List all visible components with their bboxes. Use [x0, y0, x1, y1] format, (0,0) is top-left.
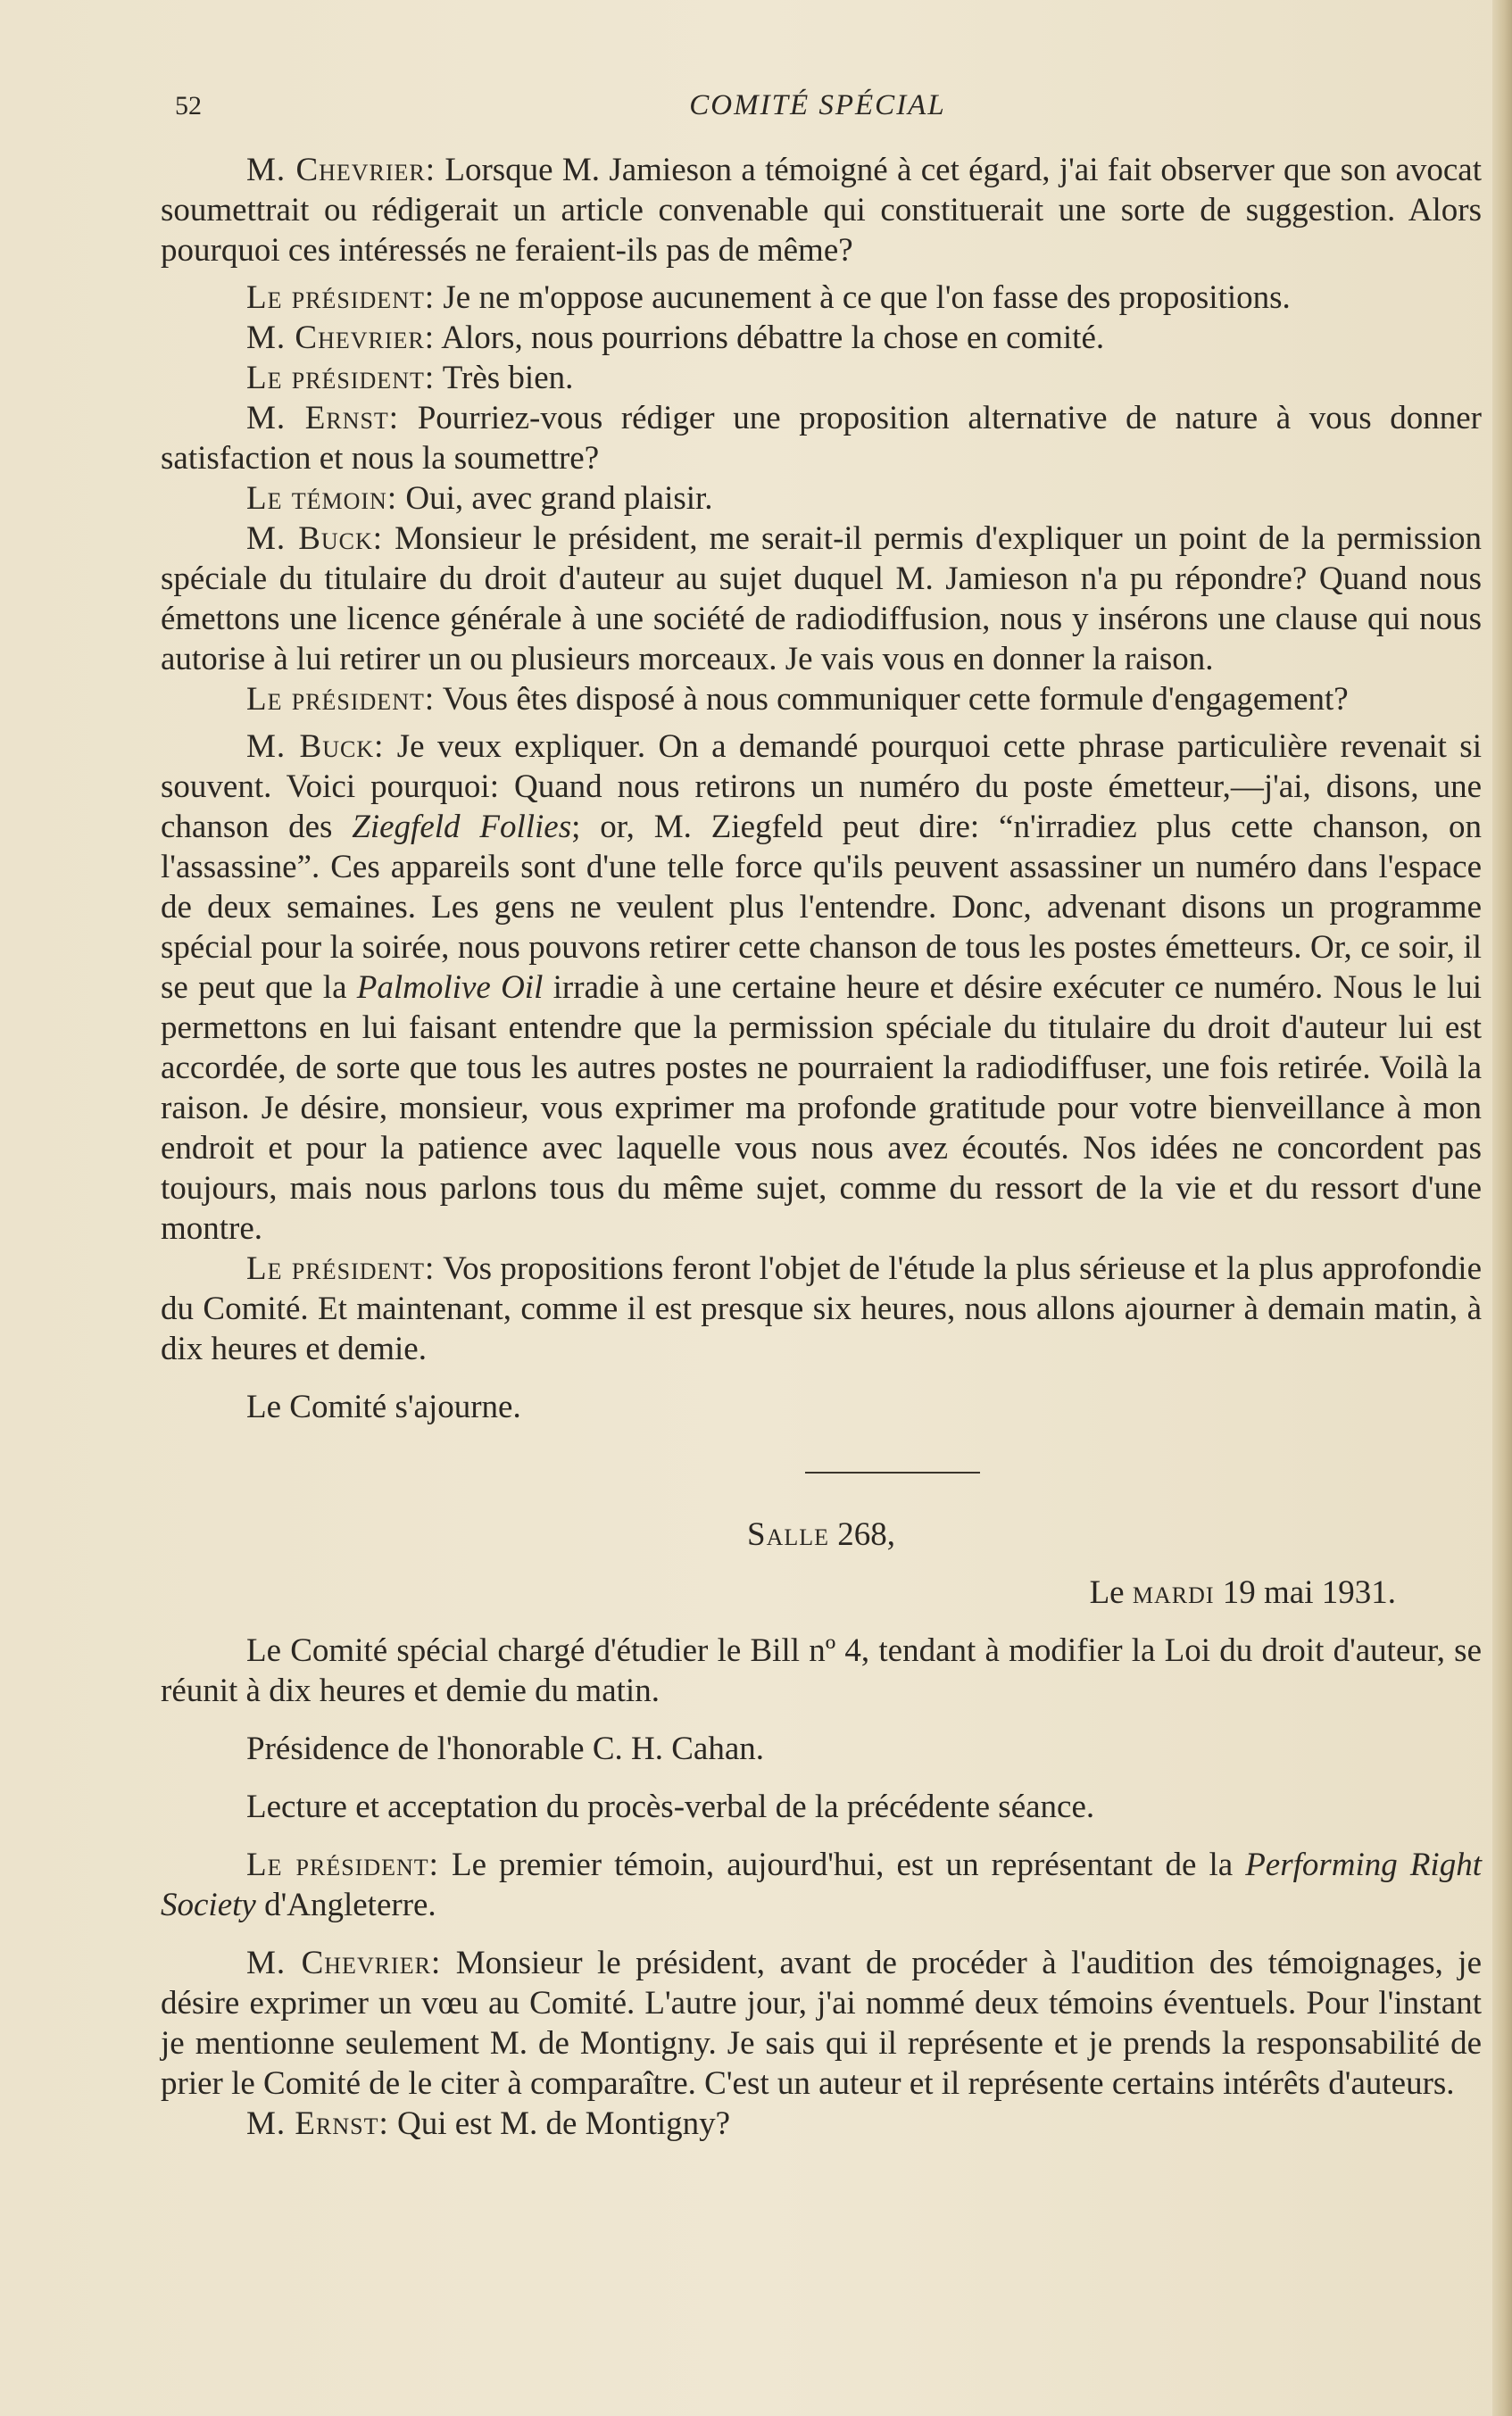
- speech: Vous êtes disposé à nous communiquer cette formule d'engagement?: [435, 681, 1349, 718]
- speech: Qui est M. de Montigny?: [388, 2105, 731, 2142]
- speech: Alors, nous pourrions débattre la chose en comité.: [435, 320, 1105, 356]
- page-edge: [1492, 0, 1512, 2416]
- paragraph: [161, 2104, 1482, 2144]
- page-header: [175, 86, 1460, 130]
- speaker: Le témoin:: [246, 480, 398, 517]
- speech: Je veux expliquer. On a demandé pourquoi cette phrase particulière revenait si souvent. Voici pourquoi: Quand nous retirons un numéro du poste émetteur,—j'ai, disons, une chanson des: [161, 728, 1482, 845]
- speech: d'Angleterre.: [255, 1887, 436, 1923]
- italic-title: Ziegfeld Follies: [352, 809, 572, 845]
- paragraph: [161, 726, 1482, 1249]
- page-number: 52: [175, 91, 202, 120]
- italic-title: Palmolive Oil: [356, 969, 544, 1006]
- speaker: Le président:: [246, 1250, 436, 1287]
- session-date: Le mardi 19 mai 1931.: [1089, 1574, 1396, 1611]
- speaker: M. Buck:: [246, 728, 385, 765]
- paragraph: [161, 278, 1482, 318]
- running-title: COMITÉ SPÉCIAL: [689, 89, 946, 121]
- speech: irradie à une certaine heure et désire exécuter ce numéro. Nous le lui permettons en lui faisant entendre que la permission spéciale du titulaire du droit d'auteur lui est accordée, de sorte que tous les autres postes ne pourraient la radiodiffuser, une fois retirée. Voilà la raison. Je désire, monsieur, vous exprimer ma profonde gratitude pour votre bienveillance à mon endroit et pour la patience avec laquelle vous nous avez écoutés. Nos idées ne concordent pas toujours, mais nous parlons tous du même sujet, comme du ressort de la vie et du ressort d'une montre.: [161, 969, 1482, 1247]
- speech: Très bien.: [435, 360, 574, 396]
- speech: Pourriez-vous rédiger une proposition alternative de nature à vous donner satisfaction et nous la soumettre?: [161, 400, 1482, 477]
- speaker: M. Chevrier:: [246, 1945, 442, 1981]
- speaker: Le président:: [246, 1847, 439, 1883]
- paragraph: [161, 1845, 1482, 1925]
- paragraph: Lecture et acceptation du procès-verbal de la précédente séance.: [246, 1789, 1095, 1825]
- paragraph: [161, 1943, 1482, 2104]
- speech: ; or, M. Ziegfeld peut dire: “n'irradiez plus cette chanson, on l'assassine”. Ces appareils sont d'une telle force qu'ils peuvent assassiner un numéro dans l'espace de deux semaines. Les gens ne veulent plus l'entendre. Donc, advenant disons un programme spécial pour la soirée, nous pouvons retirer cette chanson de tous les postes émetteurs. Or, ce soir, il se peut que la: [161, 809, 1482, 1006]
- speech: Lorsque M. Jamieson a témoigné à cet égard, j'ai fait observer que son avocat soumettrait ou rédigerait un article convenable qui constituerait une sorte de suggestion. Alors pourquoi ces intéressés ne feraient-ils pas de même?: [161, 152, 1483, 269]
- paragraph: [161, 1249, 1482, 1369]
- speaker: M. Ernst:: [246, 400, 400, 436]
- speaker: M. Chevrier:: [246, 152, 436, 188]
- paragraph: Le Comité spécial chargé d'étudier le Bill nº 4, tendant à modifier la Loi du droit d'auteur, se réunit à dix heures et demie du matin.: [161, 1632, 1482, 1709]
- italic-title: Performing Right Society: [161, 1847, 1482, 1923]
- body-text: [161, 150, 1482, 2144]
- speech: Monsieur le président, avant de procéder à l'audition des témoignages, je désire exprimer un vœu au Comité. L'autre jour, j'ai nommé deux témoins éventuels. Pour l'instant je mentionne seulement M. de Montigny. Je sais qui il représente et je prends la responsabilité de prier le Comité de le citer à comparaître. C'est un auteur et il représente certains intérêts d'auteurs.: [161, 1945, 1483, 2102]
- paragraph: [161, 478, 1482, 519]
- paragraph: Le Comité s'ajourne.: [246, 1389, 521, 1425]
- speech: Vos propositions feront l'objet de l'étude la plus sérieuse et la plus approfondie du Comité. Et maintenant, comme il est presque six heures, nous allons ajourner à demain matin, à dix heures et demie.: [161, 1250, 1482, 1367]
- paragraph: [161, 318, 1482, 358]
- session-room: Salle 268,: [747, 1516, 895, 1553]
- speaker: M. Buck:: [246, 520, 384, 557]
- paragraph: Présidence de l'honorable C. H. Cahan.: [246, 1731, 765, 1767]
- speaker: M. Ernst:: [246, 2105, 389, 2142]
- section-divider: [805, 1472, 980, 1474]
- speech: Le premier témoin, aujourd'hui, est un représentant de la: [438, 1847, 1246, 1883]
- speech: Monsieur le président, me serait-il permis d'expliquer un point de la permission spéciale du titulaire du droit d'auteur au sujet duquel M. Jamieson n'a pu répondre? Quand nous émettons une licence générale à une société de radiodiffusion, nous y insérons une clause qui nous autorise à lui retirer un ou plusieurs morceaux. Je vais vous en donner la raison.: [161, 520, 1482, 677]
- speaker: M. Chevrier:: [246, 320, 436, 356]
- paragraph: [161, 150, 1482, 270]
- speaker: Le président:: [246, 681, 436, 718]
- speech: Oui, avec grand plaisir.: [397, 480, 713, 517]
- paragraph: [161, 398, 1482, 478]
- speaker: Le président:: [246, 360, 436, 396]
- paragraph: [161, 519, 1482, 679]
- speaker: Le président:: [246, 279, 436, 316]
- speech: Je ne m'oppose aucunement à ce que l'on fasse des propositions.: [435, 279, 1291, 316]
- paragraph: [161, 679, 1482, 719]
- paragraph: [161, 358, 1482, 398]
